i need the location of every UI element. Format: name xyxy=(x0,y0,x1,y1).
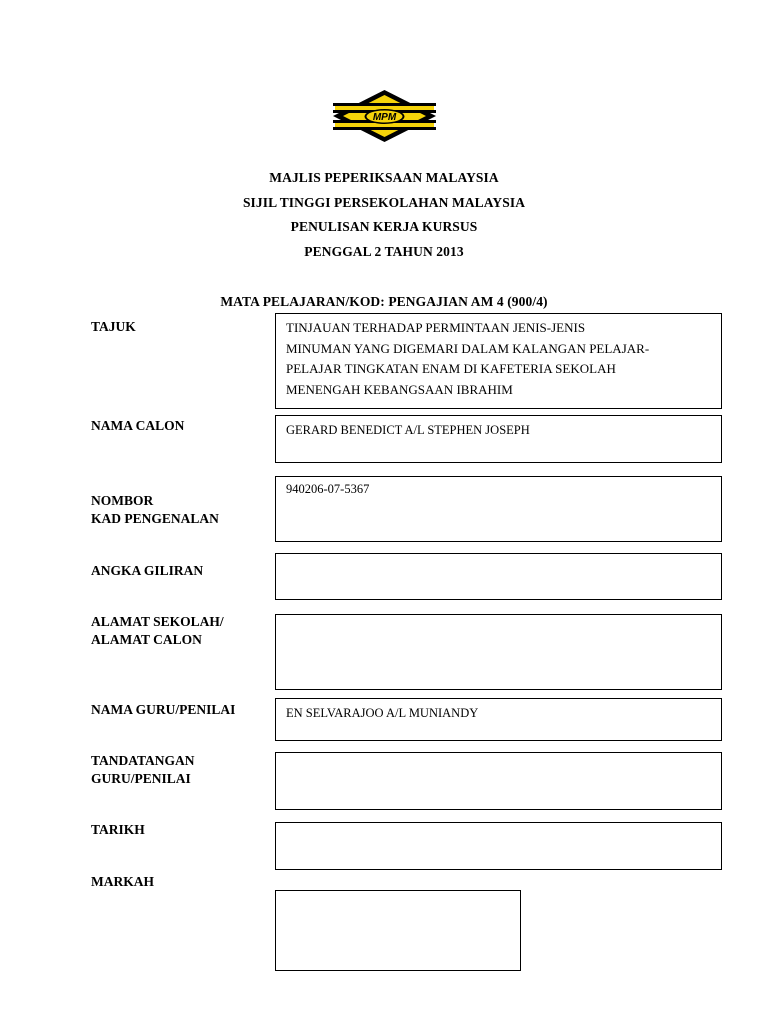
tajuk-value-line: TINJAUAN TERHADAP PERMINTAAN JENIS-JENIS xyxy=(286,320,586,335)
tajuk-field[interactable] xyxy=(275,313,722,409)
nombor-kp-label-line: KAD PENGENALAN xyxy=(91,511,219,526)
tajuk-value-line: PELAJAR TINGKATAN ENAM DI KAFETERIA SEKOLAH xyxy=(286,361,616,376)
nama-calon-value: GERARD BENEDICT A/L STEPHEN JOSEPH xyxy=(286,423,530,437)
mpm-logo-emblem-icon xyxy=(333,90,436,142)
header-line-1: MAJLIS PEPERIKSAAN MALAYSIA xyxy=(269,170,499,185)
tandatangan-label-line: TANDATANGAN xyxy=(91,753,195,768)
nombor-kp-field[interactable] xyxy=(275,476,722,542)
tajuk-value-line: MINUMAN YANG DIGEMARI DALAM KALANGAN PELAJAR- xyxy=(286,340,650,356)
nama-guru-field[interactable] xyxy=(275,698,722,741)
nombor-kp-value: 940206-07-5367 xyxy=(286,482,370,496)
alamat-label-line: ALAMAT SEKOLAH/ xyxy=(91,614,224,629)
angka-giliran-label: ANGKA GILIRAN xyxy=(91,563,204,578)
tajuk-value-line: MENENGAH KEBANGSAAN IBRAHIM xyxy=(286,381,513,397)
tajuk-value xyxy=(286,318,713,400)
mpm-logo-text: MPM xyxy=(372,112,397,123)
alamat-field[interactable] xyxy=(275,614,722,690)
tarikh-field[interactable] xyxy=(275,822,722,870)
angka-giliran-field[interactable] xyxy=(275,553,722,600)
alamat-label-line: ALAMAT CALON xyxy=(91,632,202,647)
nama-guru-label: NAMA GURU/PENILAI xyxy=(91,702,236,717)
nama-calon-field[interactable] xyxy=(275,415,722,463)
header-line-2: SIJIL TINGGI PERSEKOLAHAN MALAYSIA xyxy=(242,195,526,210)
tandatangan-label-line: GURU/PENILAI xyxy=(91,771,191,786)
tarikh-label: TARIKH xyxy=(91,822,145,837)
nombor-kp-label xyxy=(91,492,219,528)
markah-label: MARKAH xyxy=(91,874,154,889)
tandatangan-field[interactable] xyxy=(275,752,722,810)
nama-guru-value: EN SELVARAJOO A/L MUNIANDY xyxy=(286,706,479,720)
subject-line: MATA PELAJARAN/KOD: PENGAJIAN AM 4 (900/4) xyxy=(220,294,548,309)
nama-calon-label: NAMA CALON xyxy=(91,418,185,433)
alamat-label xyxy=(91,613,224,649)
markah-field[interactable] xyxy=(275,890,521,971)
tandatangan-label xyxy=(91,752,195,788)
header-line-3: PENULISAN KERJA KURSUS xyxy=(290,219,478,234)
nombor-kp-label-line: NOMBOR xyxy=(91,493,154,508)
tajuk-label: TAJUK xyxy=(91,319,136,334)
header-line-4: PENGGAL 2 TAHUN 2013 xyxy=(304,244,464,259)
mpm-logo xyxy=(333,90,436,142)
